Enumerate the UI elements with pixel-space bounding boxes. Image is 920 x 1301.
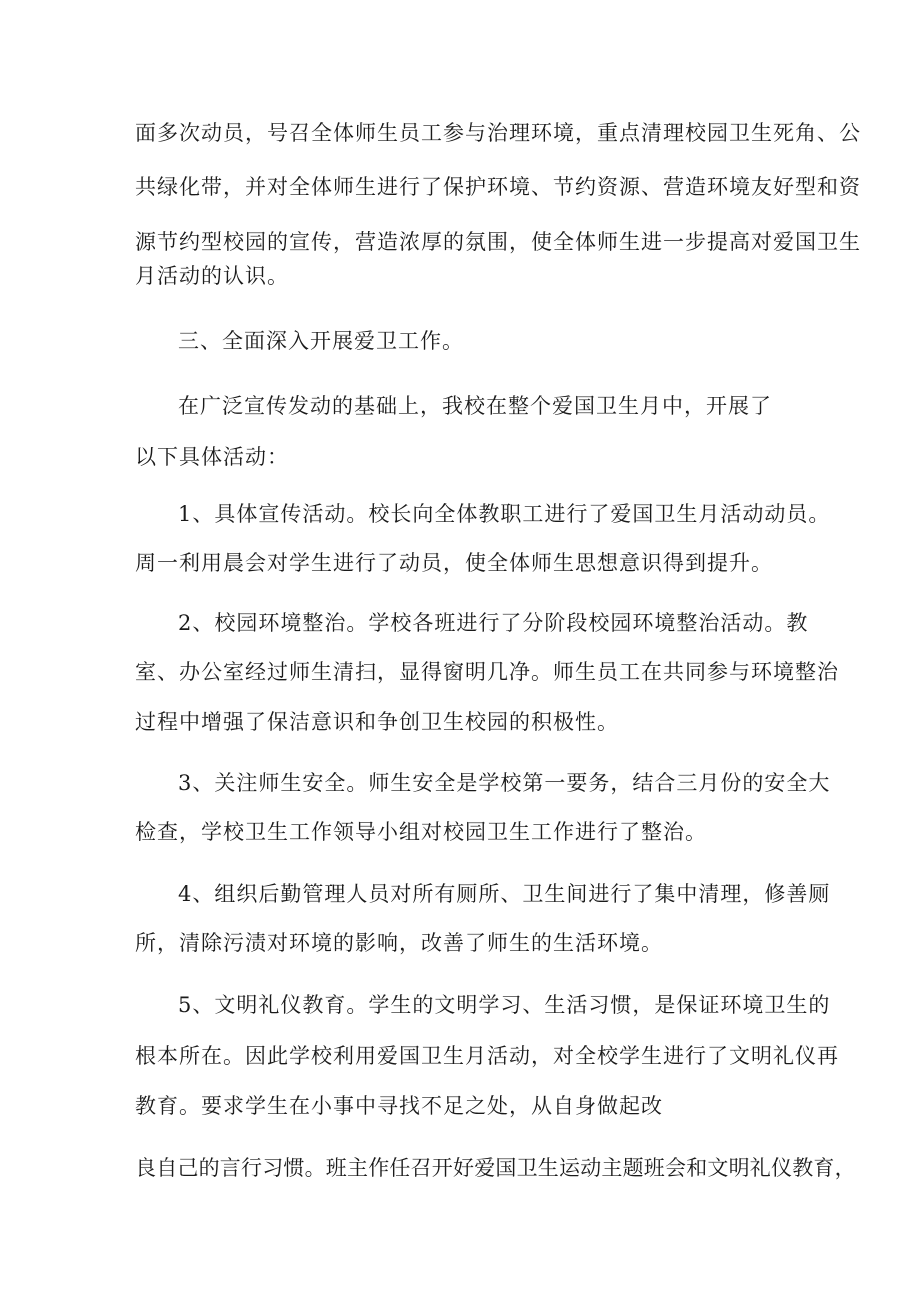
list-item-line: 周一利用晨会对学生进行了动员，使全体师生思想意识得到提升。 [135,551,773,575]
text-line: 源节约型校园的宣传，营造浓厚的氛围，使全体师生进一步提高对爱国卫生 [135,230,861,254]
text-line: 共绿化带，并对全体师生进行了保护环境、节约资源、营造环境友好型和资 [135,175,861,199]
list-item-line: 3、关注师生安全。师生安全是学校第一要务，结合三月份的安全大 [178,771,831,795]
list-item-line: 室、办公室经过师生清扫，显得窗明几净。师生员工在共同参与环境整治 [135,660,839,684]
list-item-line: 检查，学校卫生工作领导小组对校园卫生工作进行了整治。 [135,820,707,844]
list-item-line: 1、具体宣传活动。校长向全体教职工进行了爱国卫生月活动动员。 [178,502,831,526]
text-line: 月活动的认识。 [135,264,289,288]
list-item-line: 良自己的言行习惯。班主作任召开好爱国卫生运动主题班会和文明礼仪教育， [135,1156,856,1180]
list-item-line: 过程中增强了保洁意识和争创卫生校园的积极性。 [135,710,619,734]
text-line: 以下具体活动： [135,445,289,469]
list-item-line: 5、文明礼仪教育。学生的文明学习、生活习惯，是保证环境卫生的 [178,993,831,1017]
text-line: 面多次动员，号召全体师生员工参与治理环境，重点清理校园卫生死角、公 [135,121,861,145]
text-line: 在广泛宣传发动的基础上，我校在整个爱国卫生月中，开展了 [178,394,772,418]
list-item-line: 教育。要求学生在小事中寻找不足之处，从自身做起改 [135,1094,663,1118]
list-item-line: 2、校园环境整治。学校各班进行了分阶段校园环境整治活动。教 [178,611,809,635]
list-item-line: 所，清除污渍对环境的影响，改善了师生的生活环境。 [135,931,663,955]
list-item-line: 根本所在。因此学校利用爱国卫生月活动，对全校学生进行了文明礼仪再 [135,1044,839,1068]
section-heading: 三、全面深入开展爱卫工作。 [178,329,464,353]
list-item-line: 4、组织后勤管理人员对所有厕所、卫生间进行了集中清理，修善厕 [178,882,831,906]
